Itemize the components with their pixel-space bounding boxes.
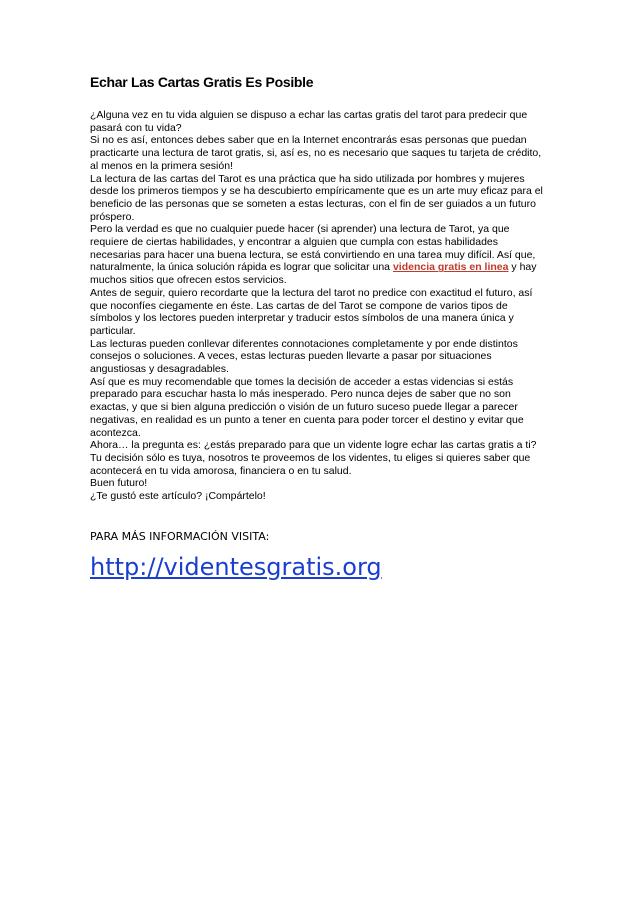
article-title: Echar Las Cartas Gratis Es Posible bbox=[90, 74, 314, 90]
website-url-link[interactable]: http://videntesgratis.org bbox=[90, 552, 382, 581]
paragraph-text-after-link: y hay muchos sitios que ofrecen estos servicios. bbox=[90, 261, 537, 287]
paragraph: Si no es así, entonces debes saber que en la Internet encontrarás esas personas que puedan practicarte una lectura de tarot gratis, si, así es, no es necesario que saques tu tarjeta de crédito, al menos en la primera sesión! bbox=[90, 134, 542, 172]
article-body bbox=[90, 109, 550, 503]
paragraph: ¿Alguna vez en tu vida alguien se dispuso a echar las cartas gratis del tarot para predecir que pasará con tu vida? bbox=[90, 109, 528, 134]
document-page bbox=[90, 74, 550, 582]
videncia-gratis-link[interactable]: videncia gratis en linea bbox=[392, 261, 509, 274]
paragraph: Las lecturas pueden conllevar diferentes connotaciones completamente y por ende distintos consejos o soluciones. A veces, estas lecturas pueden llevarte a pasar por situaciones angustiosas y desagradables. bbox=[90, 337, 518, 376]
paragraph: Tu decisión sólo es tuya, nosotros te proveemos de los videntes, tu eliges si quieres saber que acontecerá en tu vida amorosa, financiera o en tu salud. bbox=[90, 451, 531, 477]
paragraph: Ahora… la pregunta es: ¿estás preparado para que un vidente logre echar las cartas gratis a ti? bbox=[90, 439, 537, 452]
paragraph: ¿Te gustó este artículo? ¡Compártelo! bbox=[90, 490, 266, 503]
paragraph-text-before-link: Pero la verdad es que no cualquier puede hacer (si aprender) una lectura de Tarot, ya que requiere de ciertas habilidades, y encontrar a alguien que cumpla con estas habilidades necesarias para hacer una buena lectura, se está convirtiendo en una tarea muy difícil. Así que, naturalmente, la única solución rápida es lograr que solicitar una bbox=[90, 223, 536, 274]
paragraph: Buen futuro! bbox=[90, 477, 148, 490]
paragraph-with-link bbox=[90, 223, 550, 287]
paragraph: Antes de seguir, quiero recordarte que la lectura del tarot no predice con exactitud el futuro, así que noconfíes ciegamente en éste. Las cartas de del Tarot se compone de varios tipos de símbolos y los lectores pueden interpretar y traducir estos símbolos de una manera única y particular. bbox=[90, 286, 533, 337]
paragraph: Así que es muy recomendable que tomes la decisión de acceder a estas videncias si estás preparado para escuchar hasta lo más inesperado. Pero nunca dejes de saber que no son exactas, y que si bien alguna predicción o visión de un futuro suceso puede llegar a parecer negativas, en realidad es un punto a tener en cuenta para poder torcer el destino y evitar que acontezca. bbox=[90, 375, 524, 439]
info-label: PARA MÁS INFORMACIÓN VISITA: bbox=[90, 529, 270, 543]
paragraph: La lectura de las cartas del Tarot es una práctica que ha sido utilizada por hombres y mujeres desde los primeros tiempos y se ha descubierto empíricamente que es un arte muy eficaz para el beneficio de las personas que se someten a estas lecturas, con el fin de ser guiados a un futuro próspero. bbox=[90, 172, 543, 223]
